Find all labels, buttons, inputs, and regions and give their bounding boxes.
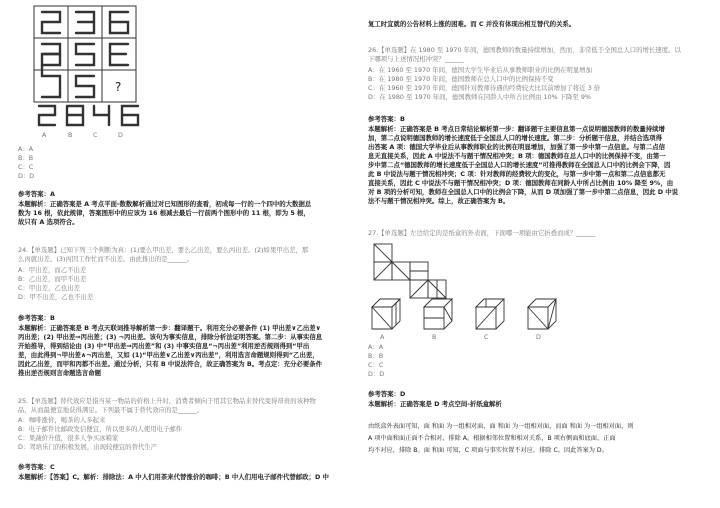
q27-explain-line: 由纸盒外表面可知，面 和面 为一组相对面，面 和面 为一组相对面，而面 和面 为一组相对面，则 <box>368 423 634 430</box>
q24-explain-line: 本题解析：正确答案是 B 考点天联词推导解析第一步：翻译题干。利用充分必要条件 (1) 甲出差∨乙出差∨ <box>18 324 321 332</box>
q24-stem-line: 么丙就出差。(3)丙因工作忙而不出差。由此推出的是______。 <box>18 255 194 263</box>
q24-option-c[interactable]: C：甲出差，乙也出差 <box>18 284 80 292</box>
q23-explain-line: 故只有 A 选项符合。 <box>18 218 79 226</box>
right-column <box>368 0 708 508</box>
q23-letter-c: C <box>93 131 98 139</box>
q24-option-d[interactable]: D：甲不出差，乙也不出差 <box>18 293 94 301</box>
q25-option-c[interactable]: C：果蔬价升值，很多人争买冰箱家 <box>18 434 119 442</box>
q26-explain-line: 对 B 项的分析可知，教师在全国总人口中的比例会下降，从而 D 项加强了第一步中第二点信息，因此 D 中说 <box>368 188 679 196</box>
q23-figure <box>30 2 150 134</box>
q25-stem-line: 25.【单选题】替代效应是指当某一物品的价格上升时，消费者倾向于用其它物品来替代变得昂贵的该种物 <box>18 397 316 405</box>
q26-option-a[interactable]: A：在 1960 至 1970 年间，德国大学生毕业后从事教师职业的比例在明显增加 <box>368 66 592 74</box>
option-c-digit <box>94 106 109 125</box>
digit-5b <box>76 76 94 97</box>
option-b-digit <box>67 106 83 125</box>
q24-stem-line: 24.【单选题】已知下列三个判断为真：(1)要么甲出差，要么乙出差，要么丙出差。(2)如果甲出差，那 <box>18 246 309 254</box>
q24-ref-answer: 参考答案：B <box>18 314 55 322</box>
q26-explain-line: 出答案 A 项：德国大学毕业后从事教师职业的比例在明显增加，加强了第一步中第一点信息。与第二点信 <box>368 143 665 151</box>
digit-6 <box>110 12 128 33</box>
cube-c <box>476 299 504 329</box>
q24-option-a[interactable]: A：甲出差，而乙不出差 <box>18 266 87 274</box>
q27-explain-heading: 本题解析：正确答案是 D 考点空间-折纸盒解析 <box>368 400 502 408</box>
q27-letter-d: D <box>536 333 541 341</box>
q25-option-a[interactable]: A：咖啡涨价，喝茶的人多起来 <box>18 416 106 424</box>
q26-explain-line: 法不与题干情况相冲突。综上，故正确答案为 B。 <box>368 197 510 205</box>
digit-9 <box>42 54 60 97</box>
q27-stem: 27.【单选题】左边给定的是纸盒的外表面，下面哪一项能由它折叠而成？______ <box>368 229 596 237</box>
left-column <box>18 0 348 508</box>
q26-stem-line: 下哪项与上述情况相冲突？______ <box>368 55 464 63</box>
q24-explain-line: 开始推导，得到结论由 (3) 中“甲出差⇒丙出差”和 (3) 中事实信息“¬丙出差”利用逆否规则得到“甲出 <box>18 342 310 350</box>
q23-ref-answer: 参考答案：A <box>18 190 55 198</box>
q23-explain-line: 本题解析：正确答案是 A 考点平面-数数解析通过对已知图形的查看，初成每一行的一个四中的大数据总 <box>18 200 312 208</box>
q27-explain-line: A 项中面和面正面不合相对，排除 A。根据相邻位置和相对关系，B 项右侧面和底面、正面 <box>368 435 616 442</box>
q26-explain-line: 此 B 中说法与题干情况相冲突；C 项：针对教师的经费较大的变化，与第一步中第一点和第二点信息都无 <box>368 170 666 178</box>
q26-explain-line: 加，第二点说明德国教师的增长速度低于全国总人口的增长速度。第二步：分析题干信息，并结合选项得 <box>368 134 662 142</box>
question-mark: ? <box>115 80 122 94</box>
digit-3 <box>76 12 94 33</box>
q26-option-c[interactable]: C：在 1960 至 1970 年间，德国针对教师待遇的经费较大比以前增加了将近 3 倍 <box>368 84 601 92</box>
digit-5 <box>76 44 94 65</box>
q26-option-d[interactable]: D：在 1980 至 1970 年间，德国教师在同龄人中所占比例由 10% 下降至 9% <box>368 93 591 101</box>
q25-stem-line: 品，从而最便宜地获得满足。下列最不属于替代效应的是______。 <box>18 406 204 414</box>
cube-b <box>424 299 452 329</box>
q27-letter-b: B <box>432 333 437 341</box>
q23-explain-line: 数为 16 根，依此规律，答案图形中的应该为 16 根减去最后一行前两个图形中的 11 根，即为 5 根， <box>18 209 310 217</box>
q26-explain-line: 步中第二点“德国教师的增长速度低于全国总人口的增长速度”可推得教师在全国总人口中的比例会下降，因 <box>368 161 671 169</box>
q27-option-c[interactable]: C：C <box>368 361 384 369</box>
q27-explain-line: 均不对应，排除 B。面 和面 可知，C 项面与事实位置不对应，排除 C。因此答案为 D。 <box>368 447 608 454</box>
digit-e <box>110 44 128 65</box>
q27-option-a[interactable]: A：A <box>368 343 384 351</box>
q27-letter-a: A <box>380 333 385 341</box>
q23-letter-b: B <box>68 131 73 139</box>
cube-a <box>372 299 400 329</box>
q23-option-b[interactable]: B：B <box>18 154 34 162</box>
q24-explain-line: 因此乙出差，而甲和丙都不出差。通过分析，只有 B 中说法符合，故正确答案为 B。考点定：充分必要条件 <box>18 360 322 368</box>
q23-option-a[interactable]: A：A <box>18 145 34 153</box>
q27-letter-c: C <box>484 333 489 341</box>
q25-explain-continued: 复工时宜就的公告材料上涨的困难。而 C 并没有体现出相互替代的关系。 <box>368 20 576 28</box>
q26-explain-line: 直接关系，因此 C 中说法不与题干情况相冲突；D 项：德国教师在同龄人中所占比例由 10% 降至 9%，由 <box>368 179 674 187</box>
q27-option-b[interactable]: B：B <box>368 352 384 360</box>
q24-explain-line: 丙出差；(2) 甲出差⇒丙出差；(3) ¬丙出差。该句为事实信息，排除分析法证明答案。第二步：从事实信息 <box>18 333 323 341</box>
q27-options-figure <box>368 295 588 343</box>
q25-option-b[interactable]: B：电子邮件比邮政发信便宜，所以更多的人使用电子邮件 <box>18 425 183 433</box>
q24-explain-line: 差，由此得到¬甲出差∧¬丙出差，又如 (1)“甲出差∨乙出差∨丙出差”，利用选言命题规则得到“乙出差， <box>18 351 319 359</box>
q25-ref-answer: 参考答案：C <box>18 463 55 471</box>
option-a-digit <box>39 106 55 125</box>
q26-ref-answer: 参考答案：B <box>368 115 405 123</box>
q26-option-b[interactable]: B：在 1980 至 1970 年间，德国教师在总人口中的比例保持不变 <box>368 75 554 83</box>
q26-explain-line: 本题解析：正确答案是 B 考点日常结论解析第一步：翻译题干主要信息第一点说明德国教师的数量持续增 <box>368 125 665 133</box>
cube-d <box>528 299 556 329</box>
option-d-digit <box>122 106 138 125</box>
q25-option-d[interactable]: D：驾培乐门的积极发展，出现较便宜的替代生产 <box>18 443 158 451</box>
q23-letter-d: D <box>118 131 123 139</box>
q25-explain-line: 本题解析：【答案】C。解析：排除法：A 中人们用茶来代替涨价的咖啡；B 中人们用电子邮件代替邮政；D 中 <box>18 473 329 481</box>
q26-stem-line: 26.【单选题】在 1980 至 1970 年间，德国教师的数量持续增加，然而，非常低于全国总人口的增长速度。以 <box>368 46 681 54</box>
q24-explain-line: 推出逆否规则言命题选言命题 <box>18 369 102 377</box>
digit-2 <box>42 12 60 33</box>
q23-option-d[interactable]: D：D <box>18 172 35 180</box>
q26-explain-line: 息无直接关系，因此 A 中说法不与题干情况相冲突；B 项：德国教师在总人口中的比例保持不变，由第一 <box>368 152 666 160</box>
q23-option-c[interactable]: C：C <box>18 163 34 171</box>
q27-option-d[interactable]: D：D <box>368 370 385 378</box>
q27-ref-answer: 参考答案：D <box>368 390 406 398</box>
q23-letter-a: A <box>42 131 47 139</box>
q24-option-b[interactable]: B：乙出差，而甲不出差 <box>18 275 87 283</box>
